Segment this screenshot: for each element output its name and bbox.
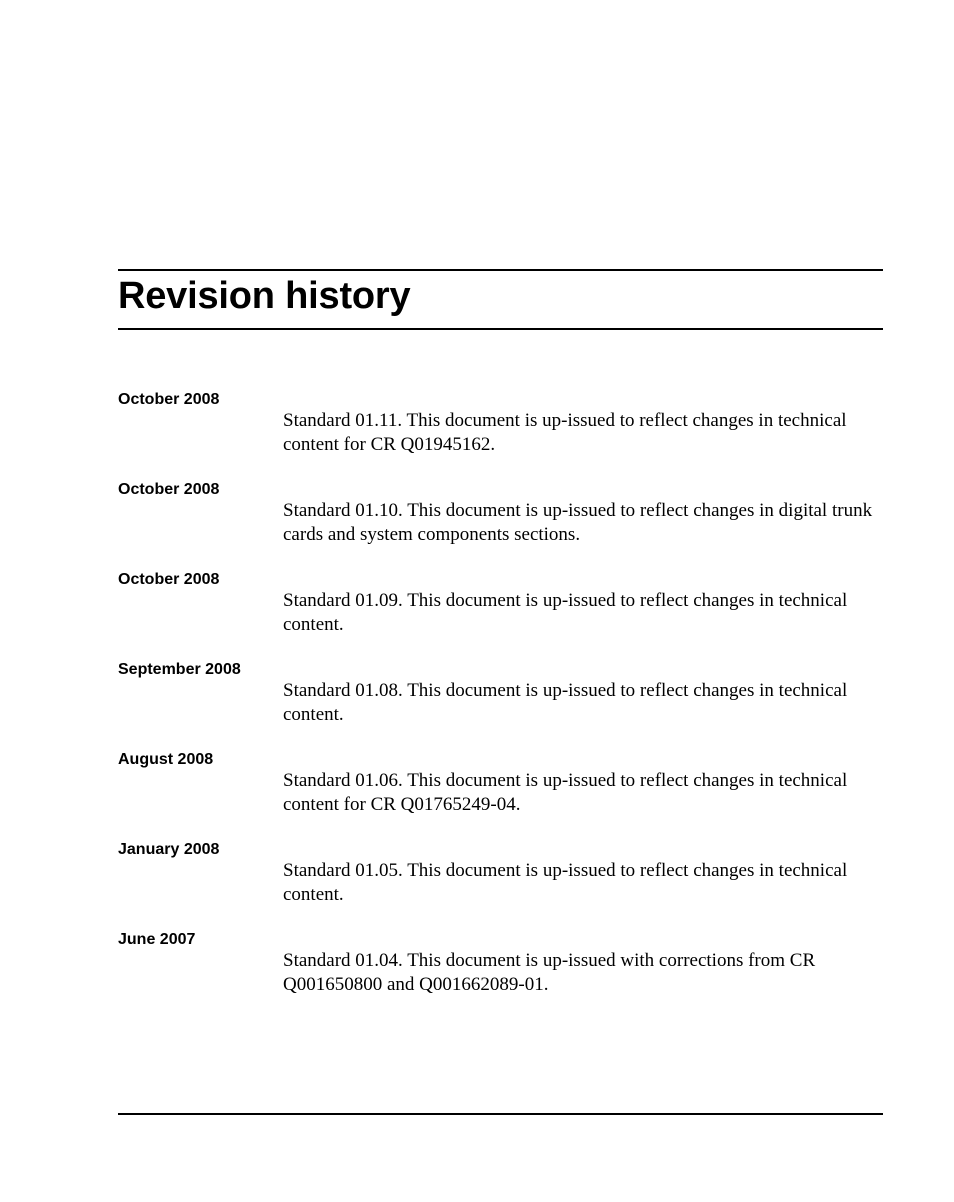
revision-entry — [118, 570, 883, 660]
title-bottom-rule — [118, 328, 883, 330]
revision-description: Standard 01.05. This document is up-issued to reflect changes in technical content. — [283, 860, 848, 905]
revision-date: September 2008 — [118, 661, 241, 678]
revision-description: Standard 01.08. This document is up-issued to reflect changes in technical content. — [283, 680, 848, 725]
revision-date: January 2008 — [118, 841, 220, 858]
revision-description: Standard 01.11. This document is up-issued to reflect changes in technical content for CR Q01945162. — [283, 410, 847, 455]
revision-entry — [118, 930, 883, 1020]
footer-rule — [118, 1113, 883, 1115]
document-page — [118, 0, 883, 1202]
revision-date: October 2008 — [118, 481, 220, 498]
revision-description: Standard 01.04. This document is up-issued with corrections from CR Q001650800 and Q001662089-01. — [283, 950, 816, 995]
title-top-rule — [118, 269, 883, 271]
revision-date: August 2008 — [118, 751, 214, 768]
revision-description: Standard 01.06. This document is up-issued to reflect changes in technical content for CR Q01765249-04. — [283, 770, 848, 815]
revision-description: Standard 01.09. This document is up-issued to reflect changes in technical content. — [283, 590, 848, 635]
revision-entry — [118, 480, 883, 570]
revision-entry — [118, 660, 883, 750]
revision-list — [118, 390, 883, 1020]
revision-date: October 2008 — [118, 571, 220, 588]
revision-description: Standard 01.10. This document is up-issued to reflect changes in digital trunk cards and system components sections. — [283, 500, 873, 545]
revision-date: October 2008 — [118, 391, 220, 408]
revision-entry — [118, 390, 883, 480]
page-title: Revision history — [118, 275, 411, 317]
revision-entry — [118, 750, 883, 840]
revision-date: June 2007 — [118, 931, 196, 948]
revision-entry — [118, 840, 883, 930]
